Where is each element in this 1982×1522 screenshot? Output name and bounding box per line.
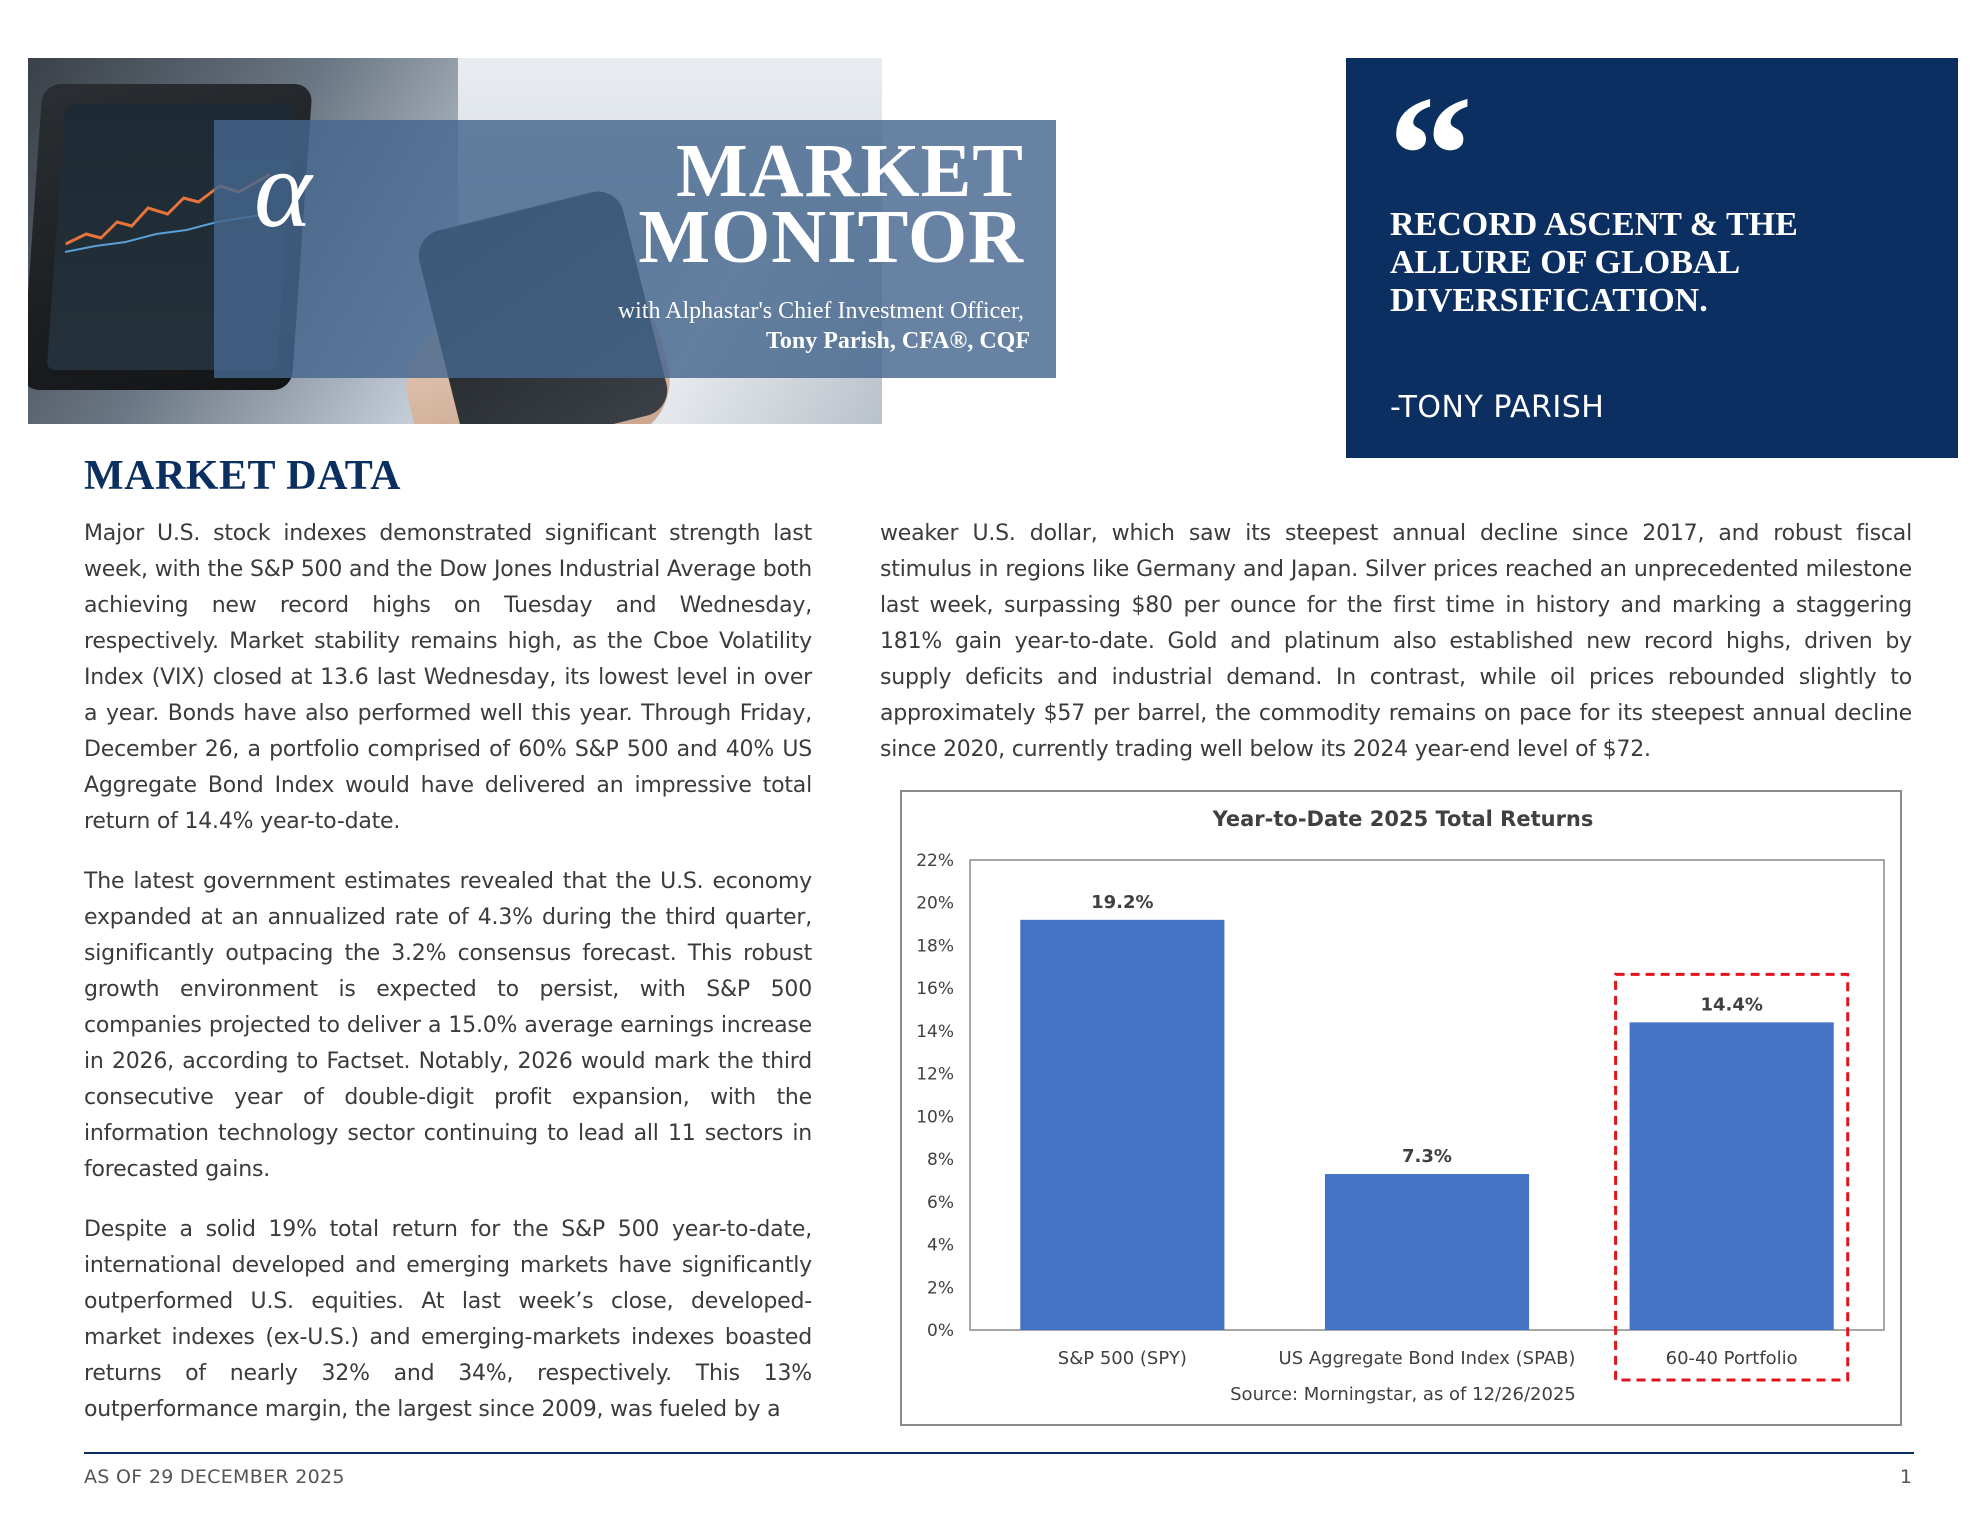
section-heading: MARKET DATA <box>84 453 402 499</box>
paragraph-1: Major U.S. stock indexes demonstrated significant strength last week, with the S&P 500 and the Dow Jones Industrial Average both achieving new record highs on Tuesday and Wednesday, respectively. Market stability remains high, as the Cboe Volatility Index (VIX) closed at 13.6 last Wednesday, its lowest level in over a year. Bonds have also performed well this year. Through Friday, December 26, a portfolio comprised of 60% S&P 500 and 40% US Aggregate Bond Index would have delivered an impressive total return of 14.4% year-to-date. <box>84 521 812 834</box>
footer-date: AS OF 29 DECEMBER 2025 <box>84 1466 345 1488</box>
data-label: 14.4% <box>1700 994 1763 1016</box>
chart-title: Year-to-Date 2025 Total Returns <box>1212 807 1594 831</box>
bar <box>1325 1174 1529 1330</box>
quote-box <box>1346 58 1958 458</box>
y-tick-label: 12% <box>916 1064 954 1085</box>
x-tick-label: US Aggregate Bond Index (SPAB) <box>1278 1348 1576 1369</box>
title-line-2: MONITOR <box>638 195 1024 279</box>
footer-divider <box>84 1452 1914 1454</box>
x-tick-label: 60-40 Portfolio <box>1665 1348 1798 1369</box>
bar <box>1020 920 1224 1330</box>
y-tick-label: 0% <box>927 1321 954 1341</box>
chart-canvas <box>902 792 1904 1428</box>
y-tick-label: 16% <box>916 979 954 1000</box>
y-tick-label: 14% <box>916 1021 954 1042</box>
bar <box>1630 1022 1834 1330</box>
chart-source: Source: Morningstar, as of 12/26/2025 <box>1230 1384 1576 1405</box>
data-label: 19.2% <box>1091 891 1154 913</box>
alphastar-logo-icon <box>246 134 356 244</box>
paragraph-3: Despite a solid 19% total return for the S&P 500 year-to-date, international developed and emerging markets have significantly outperformed U.S. equities. At last week’s close, developed-market indexes (ex-U.S.) and emerging-markets indexes boasted returns of nearly 32% and 34%, respectively. This 13% outperformance margin, the largest since 2009, was fueled by a <box>84 1217 812 1422</box>
subtitle-line-1: with Alphastar's Chief Investment Officer, <box>617 298 1024 324</box>
title-line-1: MARKET <box>676 129 1024 213</box>
y-tick-label: 18% <box>916 936 954 957</box>
page-title <box>638 129 1024 279</box>
left-column <box>84 516 812 1428</box>
y-tick-label: 10% <box>916 1107 954 1128</box>
right-column <box>880 516 1912 768</box>
title-banner <box>214 120 1056 378</box>
quote-mark-icon: “ <box>1388 61 1473 249</box>
y-tick-label: 2% <box>927 1278 954 1299</box>
quote-text: RECORD ASCENT & THE ALLURE OF GLOBAL DIVERSIFICATION. <box>1390 206 1798 319</box>
paragraph-2: The latest government estimates revealed that the U.S. economy expanded at an annualized rate of 4.3% during the third quarter, significantly outpacing the 3.2% consensus forecast. This robust growth environment is expected to persist, with S&P 500 companies projected to deliver a 15.0% average earnings increase in 2026, according to Factset. Notably, 2026 would mark the third consecutive year of double-digit profit expansion, with the information technology sector continuing to lead all 11 sectors in forecasted gains. <box>84 869 812 1182</box>
returns-chart <box>900 790 1902 1426</box>
paragraph-4: weaker U.S. dollar, which saw its steepest annual decline since 2017, and robust fiscal stimulus in regions like Germany and Japan. Silver prices reached an unprecedented milestone last week, surpassing $80 per ounce for the first time in history and marking a staggering 181% gain year-to-date. Gold and platinum also established new record highs, driven by supply deficits and industrial demand. In contrast, while oil prices rebounded slightly to approximately $57 per barrel, the commodity remains on pace for its steepest annual decline since 2020, currently trading well below its 2024 year-end level of $72. <box>880 521 1912 762</box>
subtitle-line-2: Tony Parish, CFA®, CQF <box>766 328 1030 354</box>
y-tick-label: 6% <box>927 1192 954 1213</box>
data-label: 7.3% <box>1402 1146 1452 1168</box>
y-tick-label: 20% <box>916 893 954 914</box>
y-tick-label: 8% <box>927 1150 954 1171</box>
quote-author: -TONY PARISH <box>1390 390 1605 425</box>
svg-text:α: α <box>254 134 312 244</box>
y-tick-label: 4% <box>927 1235 954 1256</box>
x-tick-label: S&P 500 (SPY) <box>1057 1348 1187 1369</box>
page-number: 1 <box>1899 1466 1912 1488</box>
y-tick-label: 22% <box>916 851 954 871</box>
